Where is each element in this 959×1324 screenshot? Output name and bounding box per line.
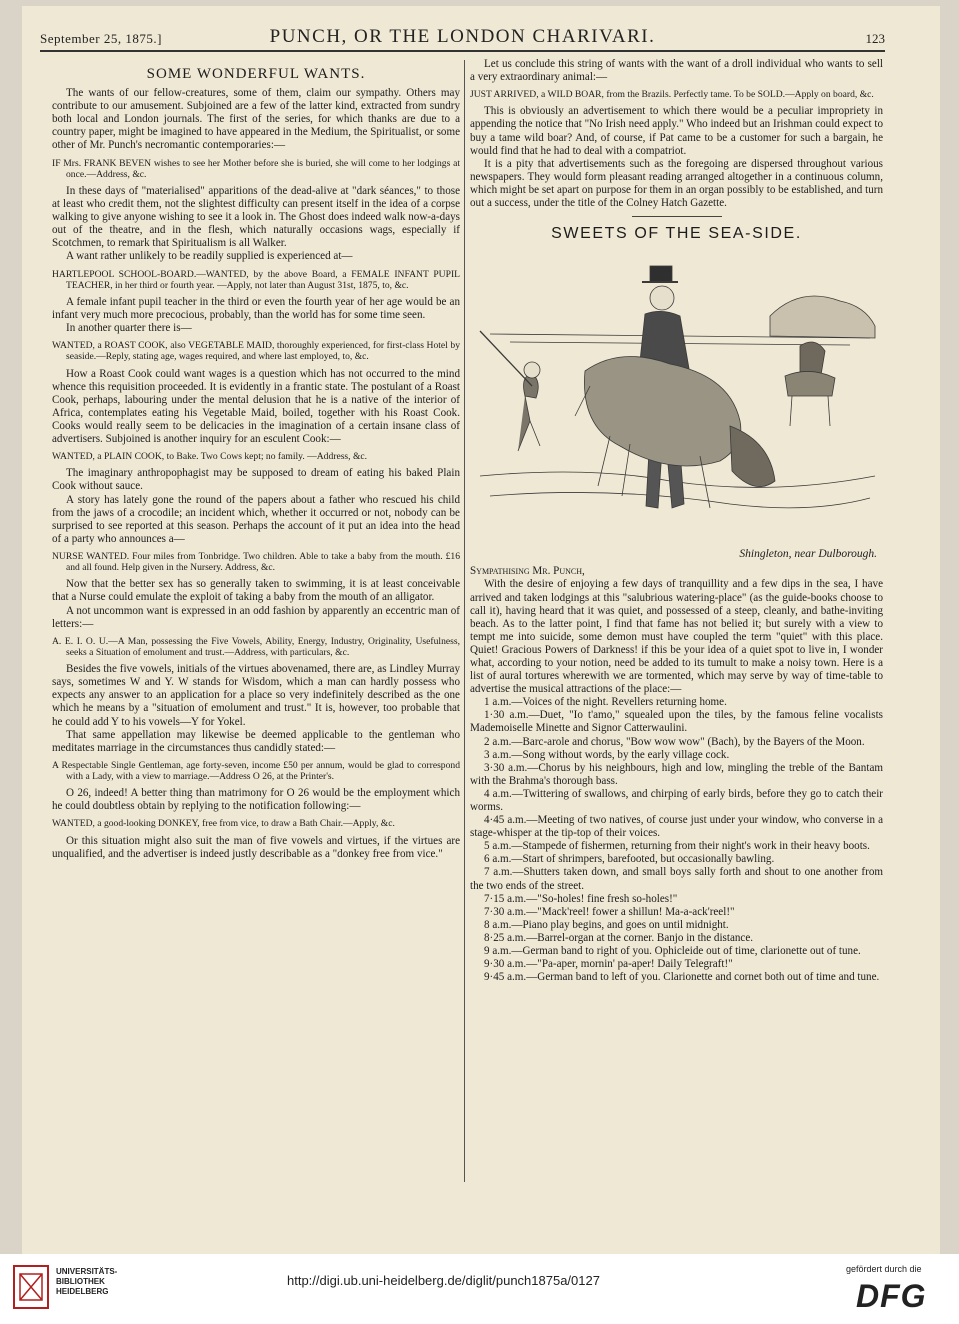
timetable-entry: 9 a.m.—German band to right of you. Ophicleide out of time, clarionette out of tune. bbox=[484, 945, 861, 958]
advertisement: WANTED, a PLAIN COOK, to Bake. Two Cows kept; no family. —Address, &c. bbox=[52, 451, 368, 463]
cartoon-caption: Shingleton, near Dulborough. bbox=[739, 548, 877, 561]
advertisement: WANTED, a good-looking DONKEY, free from vice, to draw a Bath Chair.—Apply, &c. bbox=[52, 818, 395, 830]
paragraph: In another quarter there is— bbox=[66, 322, 192, 335]
timetable-entry: 5 a.m.—Stampede of fishermen, returning from their night's work in their heavy boots. bbox=[484, 840, 870, 853]
paragraph: A not uncommon want is expressed in an odd fashion by apparently an eccentric man of letters:— bbox=[52, 604, 460, 630]
paragraph: A want rather unlikely to be readily supplied is experienced at— bbox=[66, 250, 353, 263]
page-header bbox=[40, 26, 885, 48]
cartoon-title: SWEETS OF THE SEA-SIDE. bbox=[551, 225, 802, 243]
timetable-entry: 7 a.m.—Shutters taken down, and small boys sally forth and shout to one another from the two ends of the street. bbox=[470, 866, 883, 892]
cartoon-illustration bbox=[470, 246, 883, 546]
timetable-entry: 3 a.m.—Song without words, by the early village cock. bbox=[484, 748, 730, 761]
paragraph: The imaginary anthropophagist may be supposed to dream of eating his baked Plain Cook without sauce. bbox=[52, 467, 460, 493]
footer-bar bbox=[0, 1254, 959, 1324]
source-url-link[interactable]: http://digi.ub.uni-heidelberg.de/diglit/punch1875a/0127 bbox=[287, 1273, 600, 1288]
advertisement: JUST ARRIVED, a WILD BOAR, from the Brazils. Perfectly tame. To be SOLD.—Apply on board, &c. bbox=[470, 89, 874, 101]
header-title: PUNCH, OR THE LONDON CHARIVARI. bbox=[269, 26, 656, 47]
library-name-line: HEIDELBERG bbox=[56, 1287, 109, 1296]
salutation: Sympathising Mr. Punch, bbox=[470, 565, 585, 578]
paragraph: Now that the better sex has so generally taken to swimming, it is at least conceivable that a Nurse could emulate the exploit of taking a baby from the mouth of an alligator. bbox=[52, 578, 460, 604]
right-column bbox=[470, 58, 883, 984]
advertisement: A. E. I. O. U.—A Man, possessing the Five Vowels, Ability, Energy, Industry, Originality, Usefulness, seeks a Situation of emolument and trust.—Address, with particulars, &c. bbox=[52, 635, 460, 658]
timetable-entry: 7·30 a.m.—"Mack'reel! fower a shillun! Ma-a-ack'reel!" bbox=[484, 905, 735, 918]
timetable-entry: 1·30 a.m.—Duet, "Io t'amo," squealed upon the tiles, by the famous feline vocalists Mademoiselle Minette and Signor Catterwaulini. bbox=[470, 709, 883, 735]
timetable-entry: 2 a.m.—Barc-arole and chorus, "Bow wow wow" (Bach), by the Bayers of the Moon. bbox=[484, 735, 865, 748]
column-divider bbox=[464, 60, 465, 1182]
paragraph: In these days of "materialised" apparitions of the dead-alive at "dark séances," to those at least who credit them, not the slightest difficulty can present itself in the idea of a corpse walking to give anyone wishing to see it a look in. The Ghost does indeed walk now-a-days out of the theatre, and in the flesh, which naturally occasions wags, especially if Scotchmen, to remark that Spiritualism is all Walker. bbox=[52, 184, 460, 250]
advertisement: IF Mrs. FRANK BEVEN wishes to see her Mother before she is buried, she will come to her lodgings at once.—Address, &c. bbox=[52, 157, 460, 180]
paragraph: How a Roast Cook could want wages is a question which has not occurred to the mind whence this requisition proceeded. It is evidently in a frantic state. The postulant of a Roast Cook, perhaps, labouring under the mental delusion that he is a native of the interior of Africa, contemplates eating his Vegetable Maid, boiled, together with his Roast Cook. Cooks would really seem to be delicacies in the imagination of a certain insane class of advertisers. Subjoined is another inquiry for an esculent Cook:— bbox=[52, 367, 460, 446]
paragraph: That same appellation may likewise be deemed applicable to the gentleman who meditates marriage in the circumstances thus candidly stated:— bbox=[52, 728, 460, 754]
timetable-entry: 8 a.m.—Piano play begins, and goes on until midnight. bbox=[484, 918, 729, 931]
timetable-entry: 8·25 a.m.—Barrel-organ at the corner. Banjo in the distance. bbox=[484, 931, 754, 944]
paragraph: Or this situation might also suit the man of five vowels and virtues, if the virtues are unqualified, and the advertiser is indeed justly describable as a "donkey free from vice." bbox=[52, 834, 460, 860]
paragraph: This is obviously an advertisement to which there would be a peculiar impropriety in appending the notice that "No Irish need apply." Who indeed but an Irishman could expect to buy a tame wild boar? And, of course, if Pat came to be a customer for such a bargain, he would find that he had to deal with a compatriot. bbox=[470, 105, 883, 157]
paragraph: O 26, indeed! A better thing than matrimony for O 26 would be the employment which he could doubtless obtain by replying to the notification following:— bbox=[52, 787, 460, 813]
library-name-line: UNIVERSITÄTS- bbox=[56, 1267, 118, 1276]
advertisement: WANTED, a ROAST COOK, also VEGETABLE MAID, thoroughly experienced, for first-class Hotel by seaside.—Reply, stating age, wages required, and where last employed, to, &c. bbox=[52, 340, 460, 363]
paragraph: With the desire of enjoying a few days of tranquillity and a few dips in the sea, I have arrived and taken lodgings at this "salubrious watering-place" (as the guide-books choose to call it), having heard that it was quiet, and possessed of a steep, cleanly, and bathe-inviting beach. As to the latter point, I find that fame has not belied it; but surely with a view to tempt me into suicide, some demon must have coupled the term "quiet" with this place. Quiet! Gracious Powers of Darkness! if this be your idea of a quiet spot to live in, I wonder what, according to your notion, need be added to its tumult to make a noisy town. Here is a list of aural tortures wherewith we are tormented, which may serve by way of time-table to advertise the musical attractions of the place:— bbox=[470, 578, 883, 696]
timetable-entry: 1 a.m.—Voices of the night. Revellers returning home. bbox=[484, 696, 727, 709]
paragraph: A female infant pupil teacher in the third or even the fourth year of her age would be an infant very much more precocious, probably, than the world has for some time seen. bbox=[52, 295, 460, 322]
timetable-entry: 4·45 a.m.—Meeting of two natives, of course just under your window, who converse in a stage-whisper at the tip-top of their voices. bbox=[470, 814, 883, 840]
timetable-entry: 9·45 a.m.—German band to left of you. Clarionette and cornet both out of time and tune. bbox=[484, 971, 880, 984]
left-column bbox=[52, 58, 460, 861]
paragraph: It is a pity that advertisements such as the foregoing are dispersed throughout various newspapers. They would form pleasant reading arranged altogether in a continuous column, which might be set apart on purpose for them in an organ possibly to be established, and turn out a success, under the title of the Colney Hatch Gazette. bbox=[470, 157, 883, 210]
timetable-entry: 3·30 a.m.—Chorus by his neighbours, high and low, mingling the treble of the Bantam with the Brahma's thorough bass. bbox=[470, 761, 883, 787]
header-date: September 25, 1875.] bbox=[40, 31, 162, 46]
advertisement: NURSE WANTED. Four miles from Tonbridge. Two children. Able to take a baby from the mouth. £16 and all found. Help given in the Nursery. Address, &c. bbox=[52, 550, 460, 574]
advertisement: HARTLEPOOL SCHOOL-BOARD.—WANTED, by the above Board, a FEMALE INFANT PUPIL TEACHER, in her third or fourth year. —Apply, not later than August 31st, 1875, to, &c. bbox=[52, 268, 460, 291]
timetable-entry: 4 a.m.—Twittering of swallows, and chirping of early birds, before they go to catch their worms. bbox=[470, 787, 883, 814]
library-name bbox=[56, 1267, 117, 1297]
timetable-entry: 9·30 a.m.—"Pa-aper, mornin' pa-aper! Daily Telegraft!" bbox=[484, 958, 733, 971]
advertisement: A Respectable Single Gentleman, age forty-seven, income £50 per annum, would be glad to correspond with a Lady, with a view to marriage.—Address O 26, at the Printer's. bbox=[52, 759, 460, 782]
paragraph: Besides the five vowels, initials of the virtues abovenamed, there are, as Lindley Murray says, sometimes W and Y. W stands for Wisdom, which a man can hardly possess who expects any answer to an application for a place so very indefinitely described as the one which he means by a "situation of emolument and trust." It is, however, too probable that he could add Y to his vowels—Y for Yokel. bbox=[52, 663, 460, 728]
paragraph: The wants of our fellow-creatures, some of them, claim our sympathy. Others may contribute to our amusement. Subjoined are a few of the latter kind, extracted from sundry both local and London journals. The first of the series, for which thanks are due to a country paper, might be imagined to have appeared in the Medium, the Spiritualist, or some other of Mr. Punch's necromantic contemporaries:— bbox=[52, 87, 460, 152]
section-rule bbox=[632, 216, 722, 217]
dfg-logo: DFG bbox=[856, 1278, 927, 1314]
timetable-entry: 6 a.m.—Start of shrimpers, barefooted, but occasionally bawling. bbox=[484, 853, 775, 866]
page-number: 123 bbox=[865, 31, 885, 46]
library-name-line: BIBLIOTHEK bbox=[56, 1277, 105, 1286]
timetable-entry: 7·15 a.m.—"So-holes! fine fresh so-holes!" bbox=[484, 892, 678, 905]
article-title: SOME WONDERFUL WANTS. bbox=[146, 66, 366, 82]
university-seal-icon bbox=[12, 1264, 50, 1310]
paragraph: A story has lately gone the round of the papers about a father who rescued his child from the jaws of a crocodile; an incident which, whether it occurred or not, nobody can be surprised to see reported at this season. Perhaps the account of it put an idea into the head of a party who announces a— bbox=[52, 493, 460, 545]
paragraph: Let us conclude this string of wants with the want of a droll individual who wants to sell a very extraordinary animal:— bbox=[470, 58, 883, 84]
funding-note: gefördert durch die bbox=[846, 1264, 922, 1274]
header-rule bbox=[40, 50, 885, 52]
